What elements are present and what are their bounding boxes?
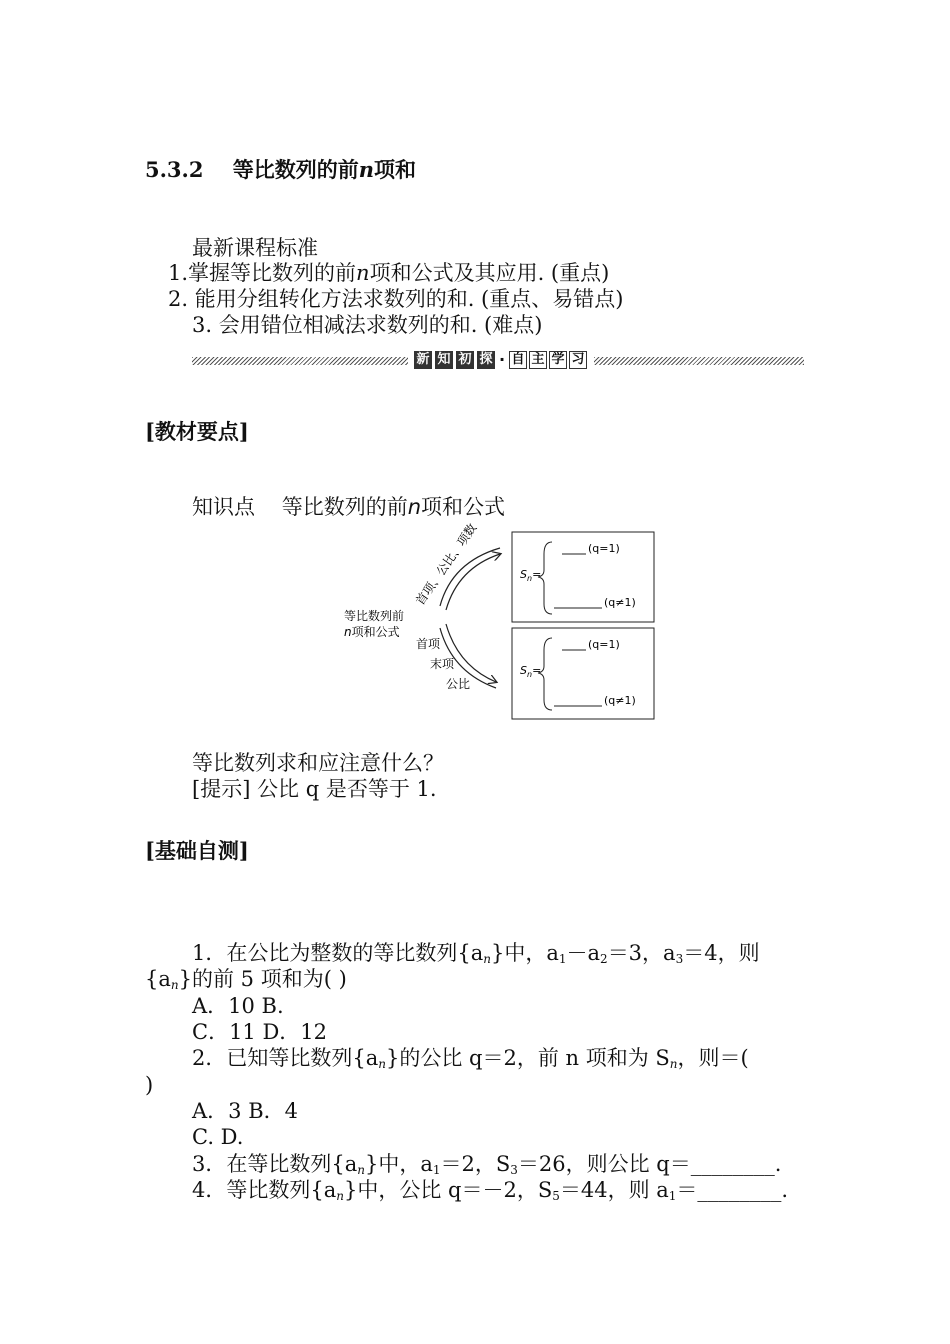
title-var: n: [358, 157, 374, 182]
upper-s-label: $S_n=$: [520, 568, 542, 583]
upper-cond-1: (q=1): [588, 542, 620, 555]
page-title: [145, 157, 416, 183]
title-text-after: 项和: [374, 157, 416, 182]
banner-char: 自: [509, 351, 527, 369]
standard-item-1: 1.掌握等比数列的前n项和公式及其应用. (重点): [168, 261, 610, 285]
standards-heading: 最新课程标准: [192, 236, 318, 260]
question-text: 等比数列求和应注意什么？: [192, 751, 444, 775]
diagram-center-line1: 等比数列前: [344, 609, 405, 623]
lower-label-first-term: 首项: [416, 637, 441, 651]
problem-2-options-c: C. D.: [192, 1125, 244, 1149]
banner-char: 探: [477, 351, 495, 369]
banner-char: 初: [456, 351, 474, 369]
banner-char: 知: [435, 351, 453, 369]
problem-1-options-c: C．11 D．12: [192, 1020, 328, 1044]
lower-label-last-term: 末项: [430, 657, 455, 671]
lower-arrow-inner: [446, 624, 496, 682]
problem-1-options-a: A．10 B.: [192, 994, 284, 1018]
problem-2-options-a: A．3 B．4: [192, 1099, 298, 1123]
banner-char: 学: [549, 351, 567, 369]
banner-char: 主: [529, 351, 547, 369]
title-number: 5.3.2: [145, 157, 204, 182]
banner-stripe-left: [192, 357, 408, 365]
problem-4: 4．等比数列$\{a_n\}$中，公比 q＝－2，$S_5=44$，则 $a_1=\_\_\_\_\_\_\_\_$.: [192, 1178, 789, 1203]
diagram-center-line2: n项和公式: [344, 625, 400, 639]
title-text-before: 等比数列的前: [232, 157, 359, 182]
problem-1-line-1: 1．在公比为整数的等比数列$\{a_n\}$中，$a_1-a_2=3$，$a_3=4$，则: [192, 941, 760, 966]
banner-stripe-right: [594, 357, 804, 365]
lower-s-label: $S_n=$: [520, 664, 542, 679]
problem-1-line-2: $\{a_n\}$的前 5 项和为( ): [145, 967, 347, 992]
sum-formula-diagram: [340, 520, 670, 725]
banner-char: 习: [569, 351, 587, 369]
banner-char: 新: [414, 351, 432, 369]
lower-cond-2: (q≠1): [604, 694, 636, 707]
section-banner: [192, 350, 804, 372]
problem-2-line-2: ): [145, 1073, 154, 1097]
problem-3: 3．在等比数列$\{a_n\}$中，$a_1=2$，$S_3=26$，则公比 q＝________.: [192, 1152, 782, 1177]
diagram-svg: [340, 520, 670, 725]
standard-item-3: 3. 会用错位相减法求数列的和. (难点): [192, 313, 543, 337]
lower-cond-1: (q=1): [588, 638, 620, 651]
problem-2-line-1: 2．已知等比数列$\{a_n\}$的公比 q＝2，前 n 项和为 $S_n$，则＝(: [192, 1046, 749, 1071]
section-heading-self-test: [基础自测]: [145, 838, 249, 863]
knowledge-point: 知识点 等比数列的前n项和公式: [192, 495, 506, 519]
upper-cond-2: (q≠1): [604, 596, 636, 609]
hint-text: [提示] 公比 q 是否等于 1.: [192, 777, 437, 801]
standard-item-2: 2. 能用分组转化方法求数列的和. (重点、易错点): [168, 287, 624, 311]
upper-arrow-label: 首项、公比、项数: [412, 521, 480, 608]
section-heading-textbook: [教材要点]: [145, 419, 249, 444]
lower-label-ratio: 公比: [446, 677, 471, 691]
banner-dot: ·: [498, 350, 506, 369]
